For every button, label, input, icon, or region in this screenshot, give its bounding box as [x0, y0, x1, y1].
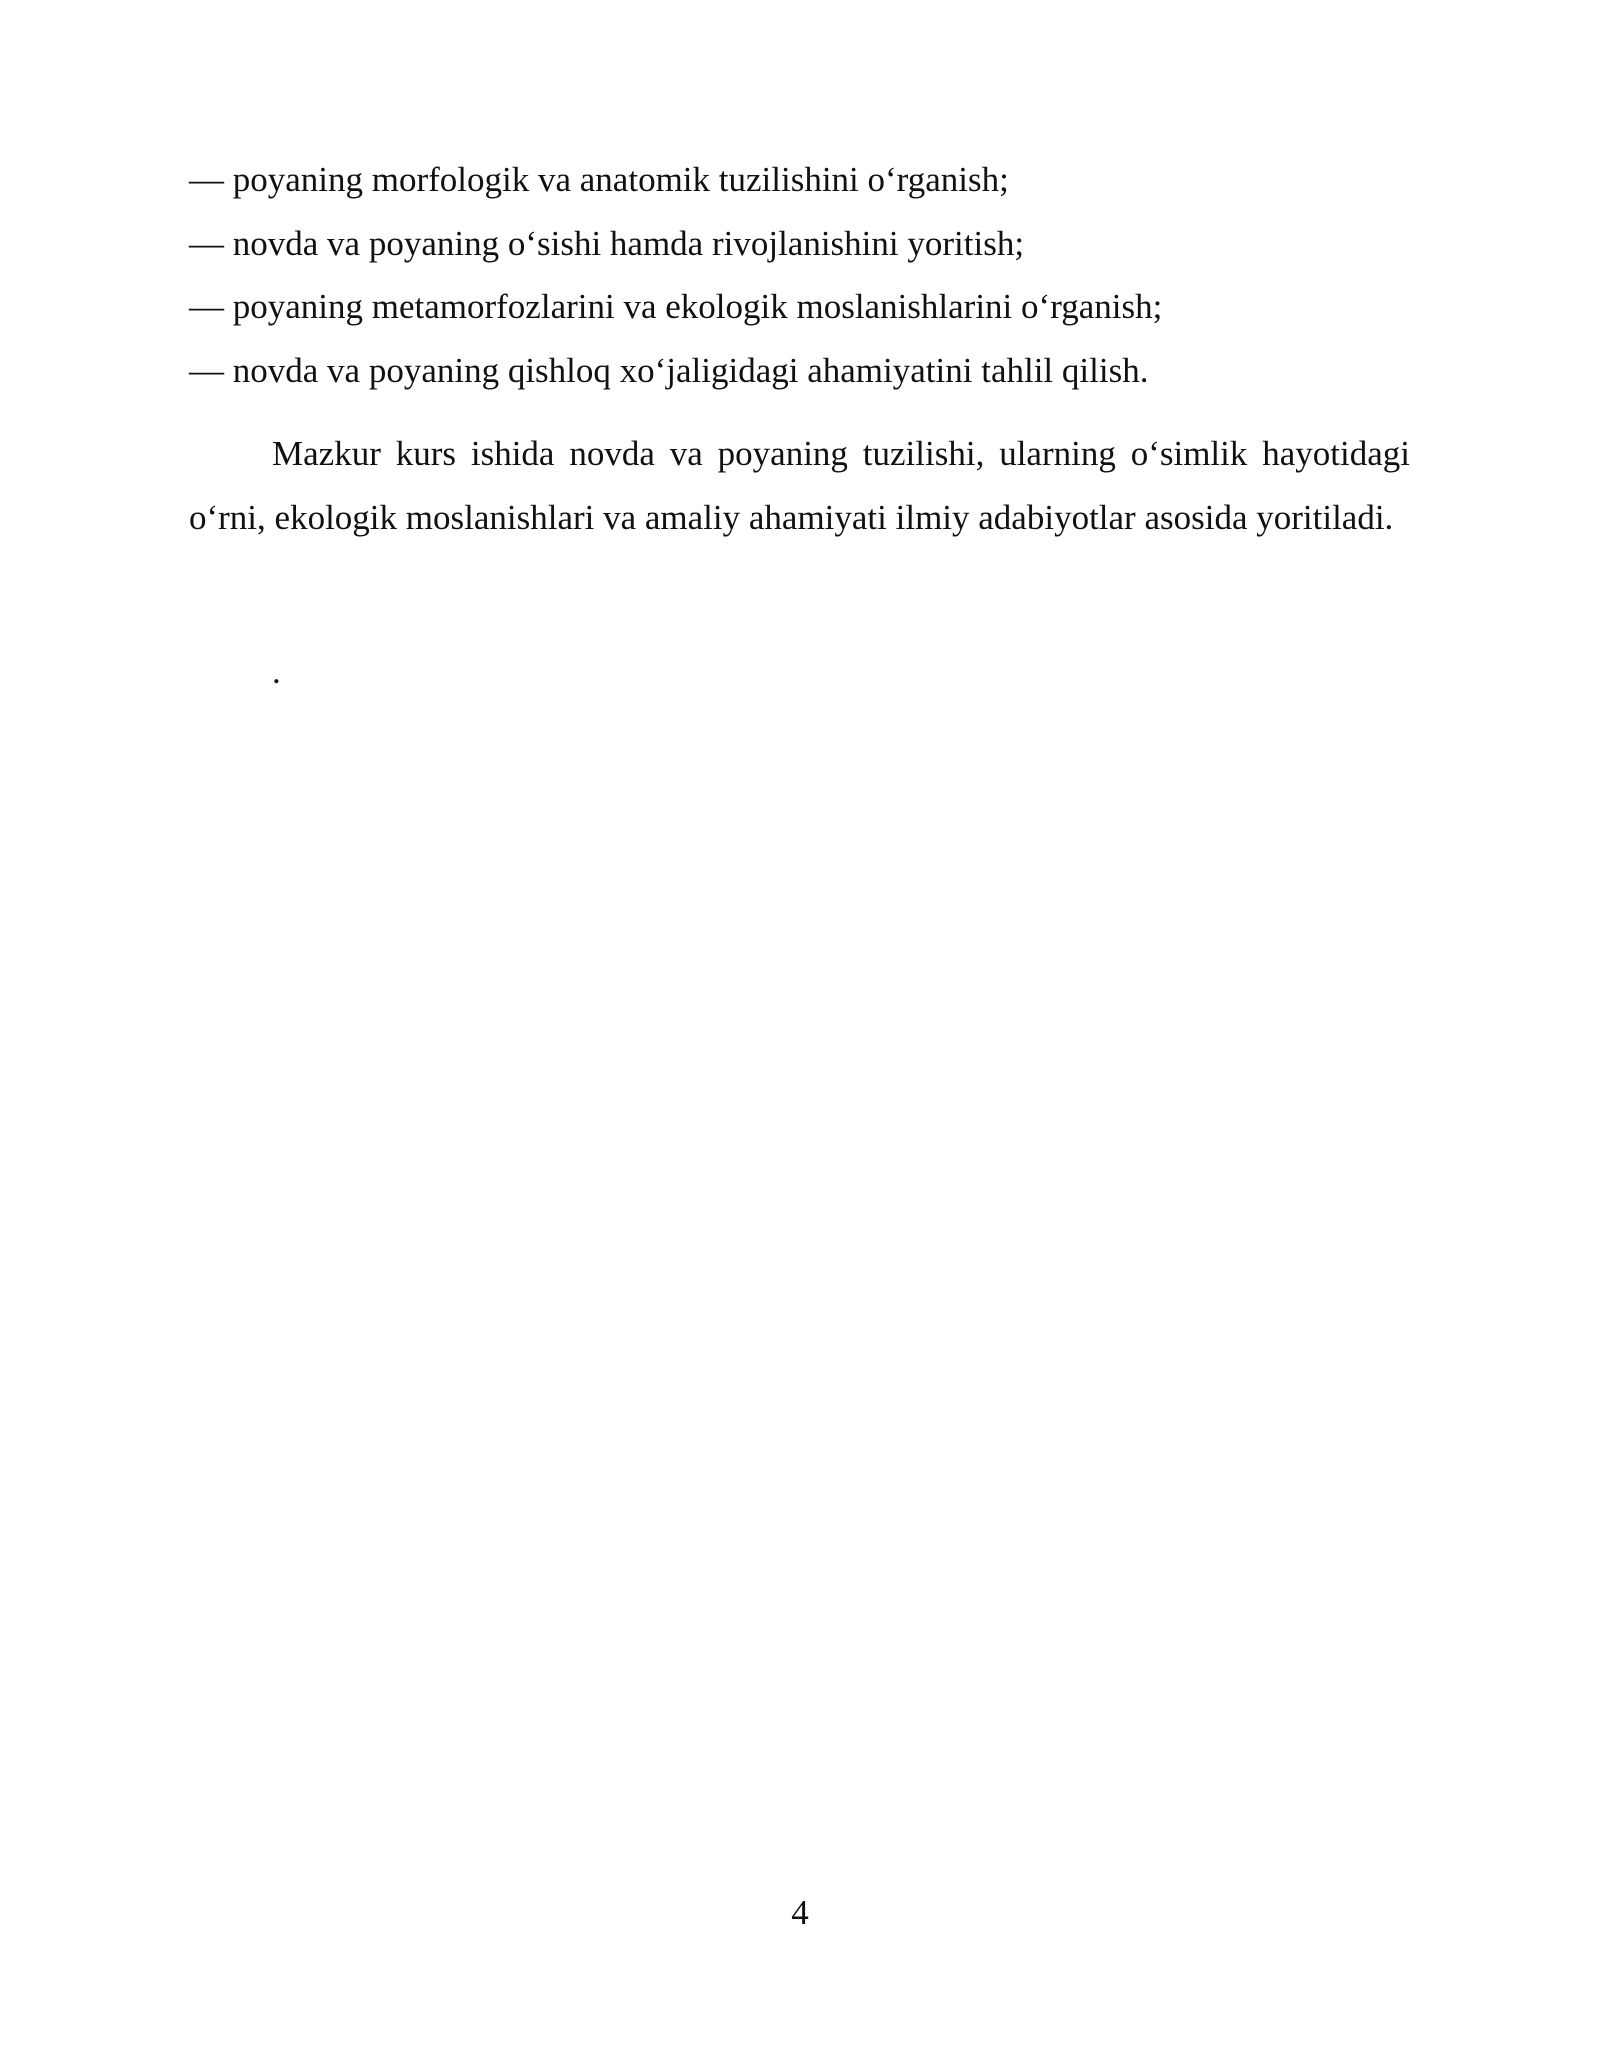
stray-period: .	[272, 652, 281, 691]
list-item: — poyaning metamorfozlarini va ekologik moslanishlarini o‘rganish;	[189, 287, 1163, 326]
body-paragraph: Mazkur kurs ishida novda va poyaning tuzilishi, ularning o‘simlik hayotidagi o‘rni, ekologik moslanishlari va amaliy ahamiyati ilmiy adabiyotlar asosida yoritiladi.	[189, 434, 1410, 537]
list-item: — novda va poyaning qishloq xo‘jaligidagi ahamiyatini tahlil qilish.	[189, 350, 1149, 390]
objectives-list	[189, 148, 1410, 402]
page-body	[189, 148, 1410, 549]
list-item: — poyaning morfologik va anatomik tuzilishini o‘rganish;	[189, 160, 1009, 199]
page-number: 4	[791, 1893, 809, 1932]
list-item: — novda va poyaning o‘sishi hamda rivojlanishini yoritish;	[189, 223, 1025, 263]
